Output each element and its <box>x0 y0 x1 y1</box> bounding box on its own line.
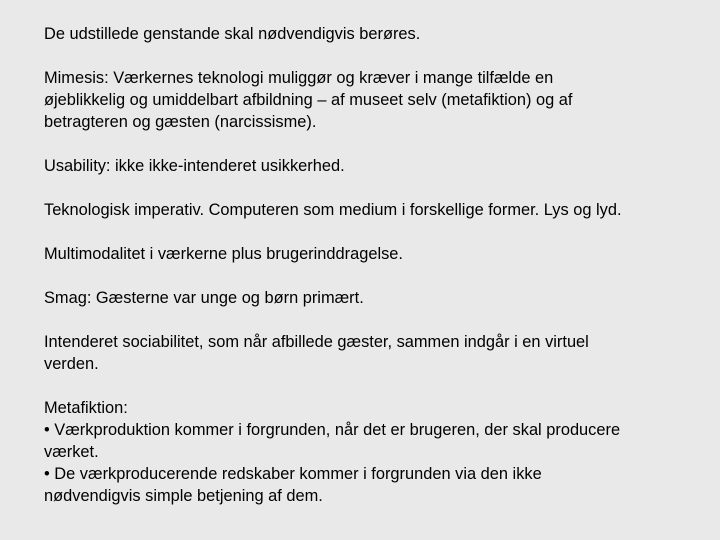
text-line: De udstillede genstande skal nødvendigvis berøres. <box>44 25 421 43</box>
text-line: Usability: ikke ikke-intenderet usikkerhed. <box>44 157 345 175</box>
paragraph-4 <box>44 199 696 221</box>
paragraph-7 <box>44 331 696 375</box>
text-line: Multimodalitet i værkerne plus brugerinddragelse. <box>44 245 403 263</box>
paragraph-2 <box>44 67 696 133</box>
text-line: øjeblikkelig og umiddelbart afbildning – af museet selv (metafiktion) og af <box>44 91 573 109</box>
text-line: nødvendigvis simple betjening af dem. <box>44 487 323 505</box>
text-line: Smag: Gæsterne var unge og børn primært. <box>44 289 364 307</box>
text-line: Intenderet sociabilitet, som når afbillede gæster, sammen indgår i en virtuel <box>44 333 589 351</box>
bullet-line: • Værkproduktion kommer i forgrunden, når det er brugeren, der skal producere <box>44 421 621 439</box>
paragraph-8 <box>44 397 696 507</box>
paragraph-3 <box>44 155 696 177</box>
paragraph-5 <box>44 243 696 265</box>
text-line: Metafiktion: <box>44 399 128 417</box>
paragraph-1 <box>44 23 696 45</box>
bullet-line: • De værkproducerende redskaber kommer i forgrunden via den ikke <box>44 465 542 483</box>
text-line: verden. <box>44 355 99 373</box>
text-line: Mimesis: Værkernes teknologi muliggør og kræver i mange tilfælde en <box>44 69 554 87</box>
text-line: Teknologisk imperativ. Computeren som medium i forskellige former. Lys og lyd. <box>44 201 622 219</box>
text-line: værket. <box>44 443 99 461</box>
paragraph-6 <box>44 287 696 309</box>
text-line: betragteren og gæsten (narcissisme). <box>44 113 317 131</box>
